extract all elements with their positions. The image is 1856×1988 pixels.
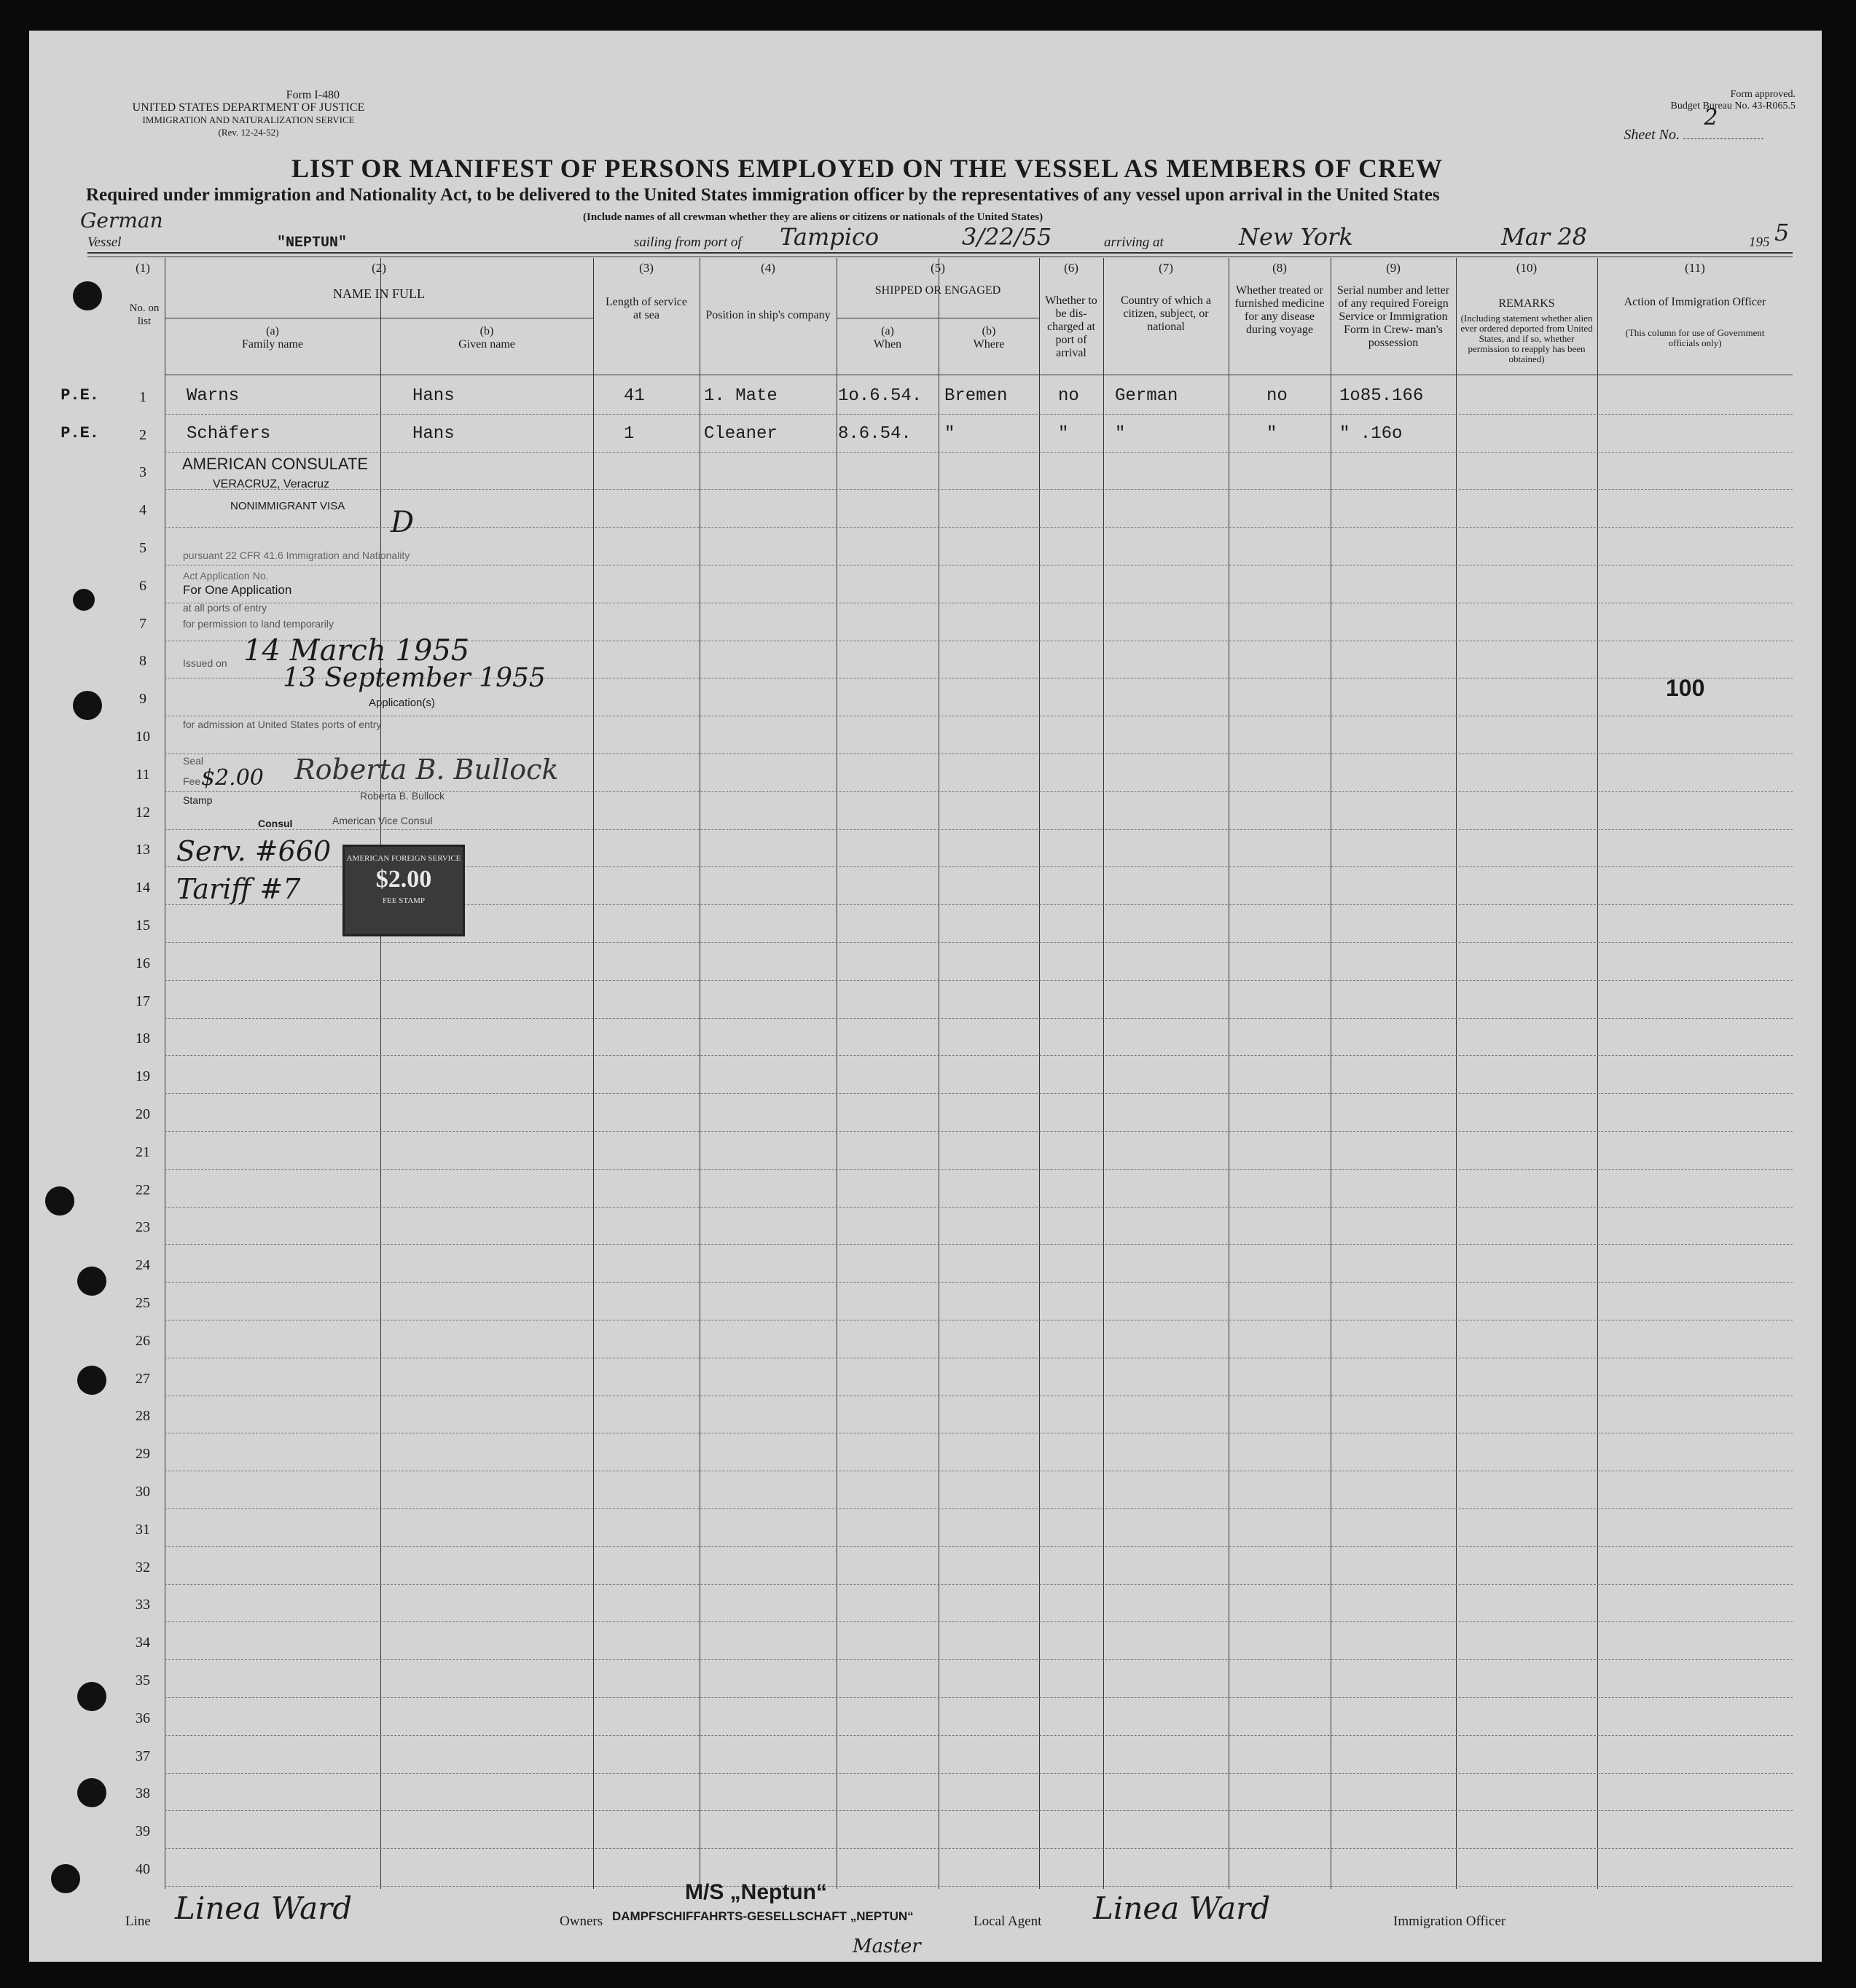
crew-table: [60, 258, 1793, 1889]
punch-hole: [73, 281, 102, 310]
row-number: 40: [136, 1861, 150, 1877]
col-10-note: (Including statement whether alien ever ordered deported from United States, and if so, whether permission to reapply has been obtained): [1460, 313, 1593, 364]
col-2b-head: [380, 325, 593, 351]
row-number: 28: [136, 1408, 150, 1425]
col-7-num: (7): [1159, 261, 1173, 275]
form-approved: Form approved.: [1730, 89, 1796, 100]
row-number: 6: [139, 577, 146, 594]
line-signature: Linea Ward: [175, 1890, 353, 1926]
sheet-number: [1624, 105, 1763, 144]
punch-hole: [77, 1366, 106, 1395]
manifest-sheet: [29, 31, 1822, 1962]
col-2a-label: Family name: [242, 338, 303, 351]
visa-fee-label: Fee: [183, 775, 201, 787]
row-number: 8: [139, 653, 146, 670]
visa-issued-label: Issued on: [183, 657, 227, 669]
visa-pursuant: pursuant 22 CFR 41.6 Immigration and Nationality: [183, 549, 410, 561]
row-number: 4: [139, 502, 146, 519]
row-number: 2: [139, 426, 146, 443]
consul-signature: Roberta B. Bullock: [294, 754, 559, 786]
col-6-num: (6): [1064, 261, 1078, 275]
crew-when: 1o.6.54.: [838, 386, 923, 406]
row-number: 29: [136, 1446, 150, 1463]
col-10-label: REMARKS: [1498, 297, 1555, 310]
row-number: 25: [136, 1295, 150, 1311]
col-10-num: (10): [1516, 261, 1538, 275]
col-5a-head: [837, 325, 939, 351]
row-number: 38: [136, 1785, 150, 1802]
visa-fee: $2.00: [201, 765, 264, 791]
crew-serial: " .16o: [1339, 423, 1403, 444]
form-number: Form I-480: [286, 89, 340, 101]
crew-mark: P.E.: [60, 386, 99, 404]
row-number: 26: [136, 1332, 150, 1349]
year-handwritten: 5: [1774, 219, 1790, 246]
col-1-num: (1): [136, 261, 150, 275]
punch-hole: [77, 1267, 106, 1296]
row-number: 18: [136, 1030, 150, 1047]
row-number: 1: [139, 388, 146, 405]
row-number: 23: [136, 1219, 150, 1236]
row-number: 34: [136, 1635, 150, 1651]
row-number: 10: [136, 729, 150, 745]
row-line: [165, 829, 1793, 830]
page-title: LIST OR MANIFEST OF PERSONS EMPLOYED ON THE VESSEL AS MEMBERS OF CREW: [291, 154, 1443, 183]
visa-type: NONIMMIGRANT VISA: [230, 500, 345, 512]
row-line: [165, 1621, 1793, 1622]
col-5b-head: [939, 325, 1039, 351]
visa-act: Act Application No.: [183, 570, 269, 582]
consul-label: Consul: [258, 818, 293, 829]
row-number: 15: [136, 917, 150, 934]
visa-seal: Seal: [183, 755, 204, 767]
row-line: [165, 1697, 1793, 1698]
row-number: 5: [139, 540, 146, 556]
row-line: [165, 1886, 1793, 1887]
row-line: [165, 1131, 1793, 1132]
col-11-num: (11): [1685, 261, 1705, 275]
include-note: (Include names of all crewman whether they are aliens or citizens or nationals of the United States): [583, 211, 1043, 223]
punch-hole: [45, 1186, 74, 1216]
visa-entry: at all ports of entry: [183, 602, 267, 614]
col-5b-label: Where: [973, 338, 1005, 351]
row-line: [165, 1244, 1793, 1245]
row-line: [165, 1018, 1793, 1019]
footer: [87, 1880, 1793, 1963]
tariff-number: Tariff #7: [176, 873, 301, 905]
col-5a-label: When: [873, 338, 902, 351]
crew-length: 1: [624, 423, 635, 444]
col-2a-head: [165, 325, 380, 351]
service-number: Serv. #660: [176, 835, 332, 867]
arriving-date: Mar 28: [1501, 223, 1588, 251]
row-number: 33: [136, 1597, 150, 1613]
row-number: 22: [136, 1181, 150, 1198]
master-signature: Master: [853, 1936, 921, 1957]
signer-name: Roberta B. Bullock: [360, 790, 445, 802]
col-1-label: No. on list: [129, 302, 160, 327]
row-line: [165, 414, 1793, 415]
action-mark: 100: [1666, 675, 1705, 701]
consulate-city: VERACRUZ, Veracruz: [213, 478, 330, 490]
row-line: [165, 452, 1793, 453]
department: UNITED STATES DEPARTMENT OF JUSTICE: [132, 101, 365, 114]
row-line: [165, 1735, 1793, 1736]
row-number: 16: [136, 955, 150, 971]
vessel-label: Vessel: [87, 235, 122, 250]
row-line: [165, 1508, 1793, 1509]
punch-hole: [77, 1682, 106, 1711]
officer-label: Immigration Officer: [1393, 1914, 1506, 1929]
arriving-port: New York: [1239, 223, 1353, 251]
punch-hole: [73, 589, 95, 611]
col-5-num: (5): [931, 261, 945, 275]
row-number: 7: [139, 615, 146, 632]
row-line: [165, 1546, 1793, 1547]
row-number: 21: [136, 1143, 150, 1160]
row-line: [165, 1169, 1793, 1170]
crew-where: ": [944, 423, 955, 444]
owner-stamp-ship: M/S „Neptun“: [685, 1880, 827, 1904]
crew-medicine: no: [1266, 386, 1288, 406]
nationality-handwritten: German: [80, 208, 163, 232]
row-number: 24: [136, 1257, 150, 1274]
row-number: 20: [136, 1106, 150, 1122]
crew-given: Hans: [412, 423, 455, 444]
col-7-label: Country of which a citizen, subject, or national: [1121, 294, 1211, 333]
sheet-value: 2: [1704, 105, 1718, 130]
service: IMMIGRATION AND NATURALIZATION SERVICE: [142, 114, 355, 125]
col-3-label: Length of service at sea: [606, 296, 687, 321]
col-4-label: Position in ship's company: [705, 309, 831, 321]
col-5b-num: (b): [982, 325, 996, 337]
visa-permission: for permission to land temporarily: [183, 618, 334, 630]
crew-mark: P.E.: [60, 423, 99, 442]
col-11-label: Action of Immigration Officer: [1624, 296, 1766, 308]
row-line: [165, 489, 1793, 490]
col-8-num: (8): [1272, 261, 1287, 275]
row-line: [165, 1584, 1793, 1585]
row-number: 9: [139, 691, 146, 708]
row-number: 11: [136, 766, 150, 783]
row-number: 35: [136, 1672, 150, 1688]
sheet-label: Sheet No.: [1624, 127, 1680, 143]
visa-ports: for admission at United States ports of entry: [183, 719, 382, 730]
col-2-num: (2): [372, 261, 386, 275]
local-agent-label: Local Agent: [974, 1914, 1042, 1929]
crew-when: 8.6.54.: [838, 423, 912, 444]
crew-country: ": [1115, 423, 1126, 444]
budget-bureau: Budget Bureau No. 43-R065.5: [1670, 101, 1796, 111]
crew-family: Warns: [187, 386, 240, 406]
vessel-name: "NEPTUN": [277, 235, 348, 251]
row-number: 14: [136, 880, 150, 896]
row-number: 39: [136, 1823, 150, 1840]
crew-family: Schäfers: [187, 423, 271, 444]
visa-issued-date: 14 March 1955: [243, 634, 470, 668]
revision: (Rev. 12-24-52): [218, 127, 279, 138]
crew-serial: 1o85.166: [1339, 386, 1424, 406]
row-line: [165, 1659, 1793, 1660]
col-3-num: (3): [639, 261, 654, 275]
crew-length: 41: [624, 386, 645, 406]
col-6-label: Whether to be dis- charged at port of arrival: [1045, 294, 1097, 359]
row-line: [165, 1848, 1793, 1849]
row-number: 12: [136, 804, 150, 821]
crew-position: 1. Mate: [704, 386, 778, 406]
row-number: 19: [136, 1068, 150, 1085]
sailing-label: sailing from port of: [634, 235, 742, 250]
crew-position: Cleaner: [704, 423, 778, 444]
crew-country: German: [1115, 386, 1178, 406]
punch-hole: [51, 1864, 80, 1893]
owners-label: Owners: [560, 1914, 603, 1929]
row-number: 3: [139, 464, 146, 481]
stamp-value: $2.00: [375, 866, 432, 893]
owner-stamp-company: DAMPFSCHIFFAHRTS-GESELLSCHAFT „NEPTUN“: [612, 1909, 914, 1923]
row-line: [165, 1810, 1793, 1811]
col-11-note: (This column for use of Government officials only): [1625, 327, 1765, 348]
col-9-label: Serial number and letter of any required Foreign Service or Immigration Form in Crew- man's possession: [1336, 284, 1450, 349]
punch-hole: [73, 691, 102, 720]
row-number: 36: [136, 1710, 150, 1726]
local-agent-signature: Linea Ward: [1093, 1890, 1271, 1926]
row-number: 13: [136, 842, 150, 858]
visa-application: Application(s): [369, 697, 435, 709]
col-8-label: Whether treated or furnished medicine for any disease during voyage: [1234, 284, 1325, 336]
col-9-num: (9): [1386, 261, 1401, 275]
row-line: [165, 1773, 1793, 1774]
row-number: 30: [136, 1484, 150, 1500]
punch-hole: [77, 1778, 106, 1807]
budget-info: [1671, 89, 1796, 112]
visa-for: For One Application: [183, 583, 292, 597]
fee-revenue-stamp: [342, 845, 465, 936]
crew-discharged: ": [1058, 423, 1069, 444]
row-number: 17: [136, 993, 150, 1009]
row-number: 27: [136, 1370, 150, 1387]
col-5a-num: (a): [881, 325, 894, 337]
col-2b-label: Given name: [458, 338, 515, 351]
row-line: [165, 565, 1793, 566]
visa-stamp-label: Stamp: [183, 794, 213, 806]
row-line: [165, 980, 1793, 981]
col-2-label: NAME IN FULL: [333, 286, 425, 301]
visa-class: D: [391, 506, 415, 539]
col-2b-num: (b): [479, 325, 494, 337]
row-number: 31: [136, 1521, 150, 1538]
col-5-label: SHIPPED OR ENGAGED: [874, 284, 1001, 297]
row-number: 32: [136, 1559, 150, 1576]
row-line: [165, 1093, 1793, 1094]
row-line: [165, 1055, 1793, 1056]
col-4-num: (4): [761, 261, 775, 275]
arriving-label: arriving at: [1104, 235, 1164, 250]
sailing-date: 3/22/55: [962, 223, 1052, 251]
col-2a-num: (a): [266, 325, 279, 337]
page-subtitle: Required under immigration and Nationality Act, to be delivered to the United States immigration officer by the representatives of any vessel upon arrival in the United States: [86, 185, 1440, 205]
crew-given: Hans: [412, 386, 455, 406]
row-number: 37: [136, 1748, 150, 1764]
visa-valid-date: 13 September 1955: [283, 663, 546, 693]
row-line: [165, 1207, 1793, 1208]
signer-title: American Vice Consul: [332, 815, 433, 826]
year-printed: 195: [1749, 235, 1770, 250]
consulate-title: AMERICAN CONSULATE: [182, 455, 369, 473]
line-label: Line: [125, 1914, 151, 1929]
row-line: [165, 1282, 1793, 1283]
stamp-bottom: FEE STAMP: [382, 896, 426, 905]
form-header-left: [92, 89, 405, 138]
row-line: [165, 942, 1793, 943]
sailing-port: Tampico: [780, 223, 880, 251]
crew-medicine: ": [1266, 423, 1277, 444]
crew-where: Bremen: [944, 386, 1008, 406]
stamp-top: AMERICAN FOREIGN SERVICE: [346, 854, 461, 863]
crew-discharged: no: [1058, 386, 1079, 406]
